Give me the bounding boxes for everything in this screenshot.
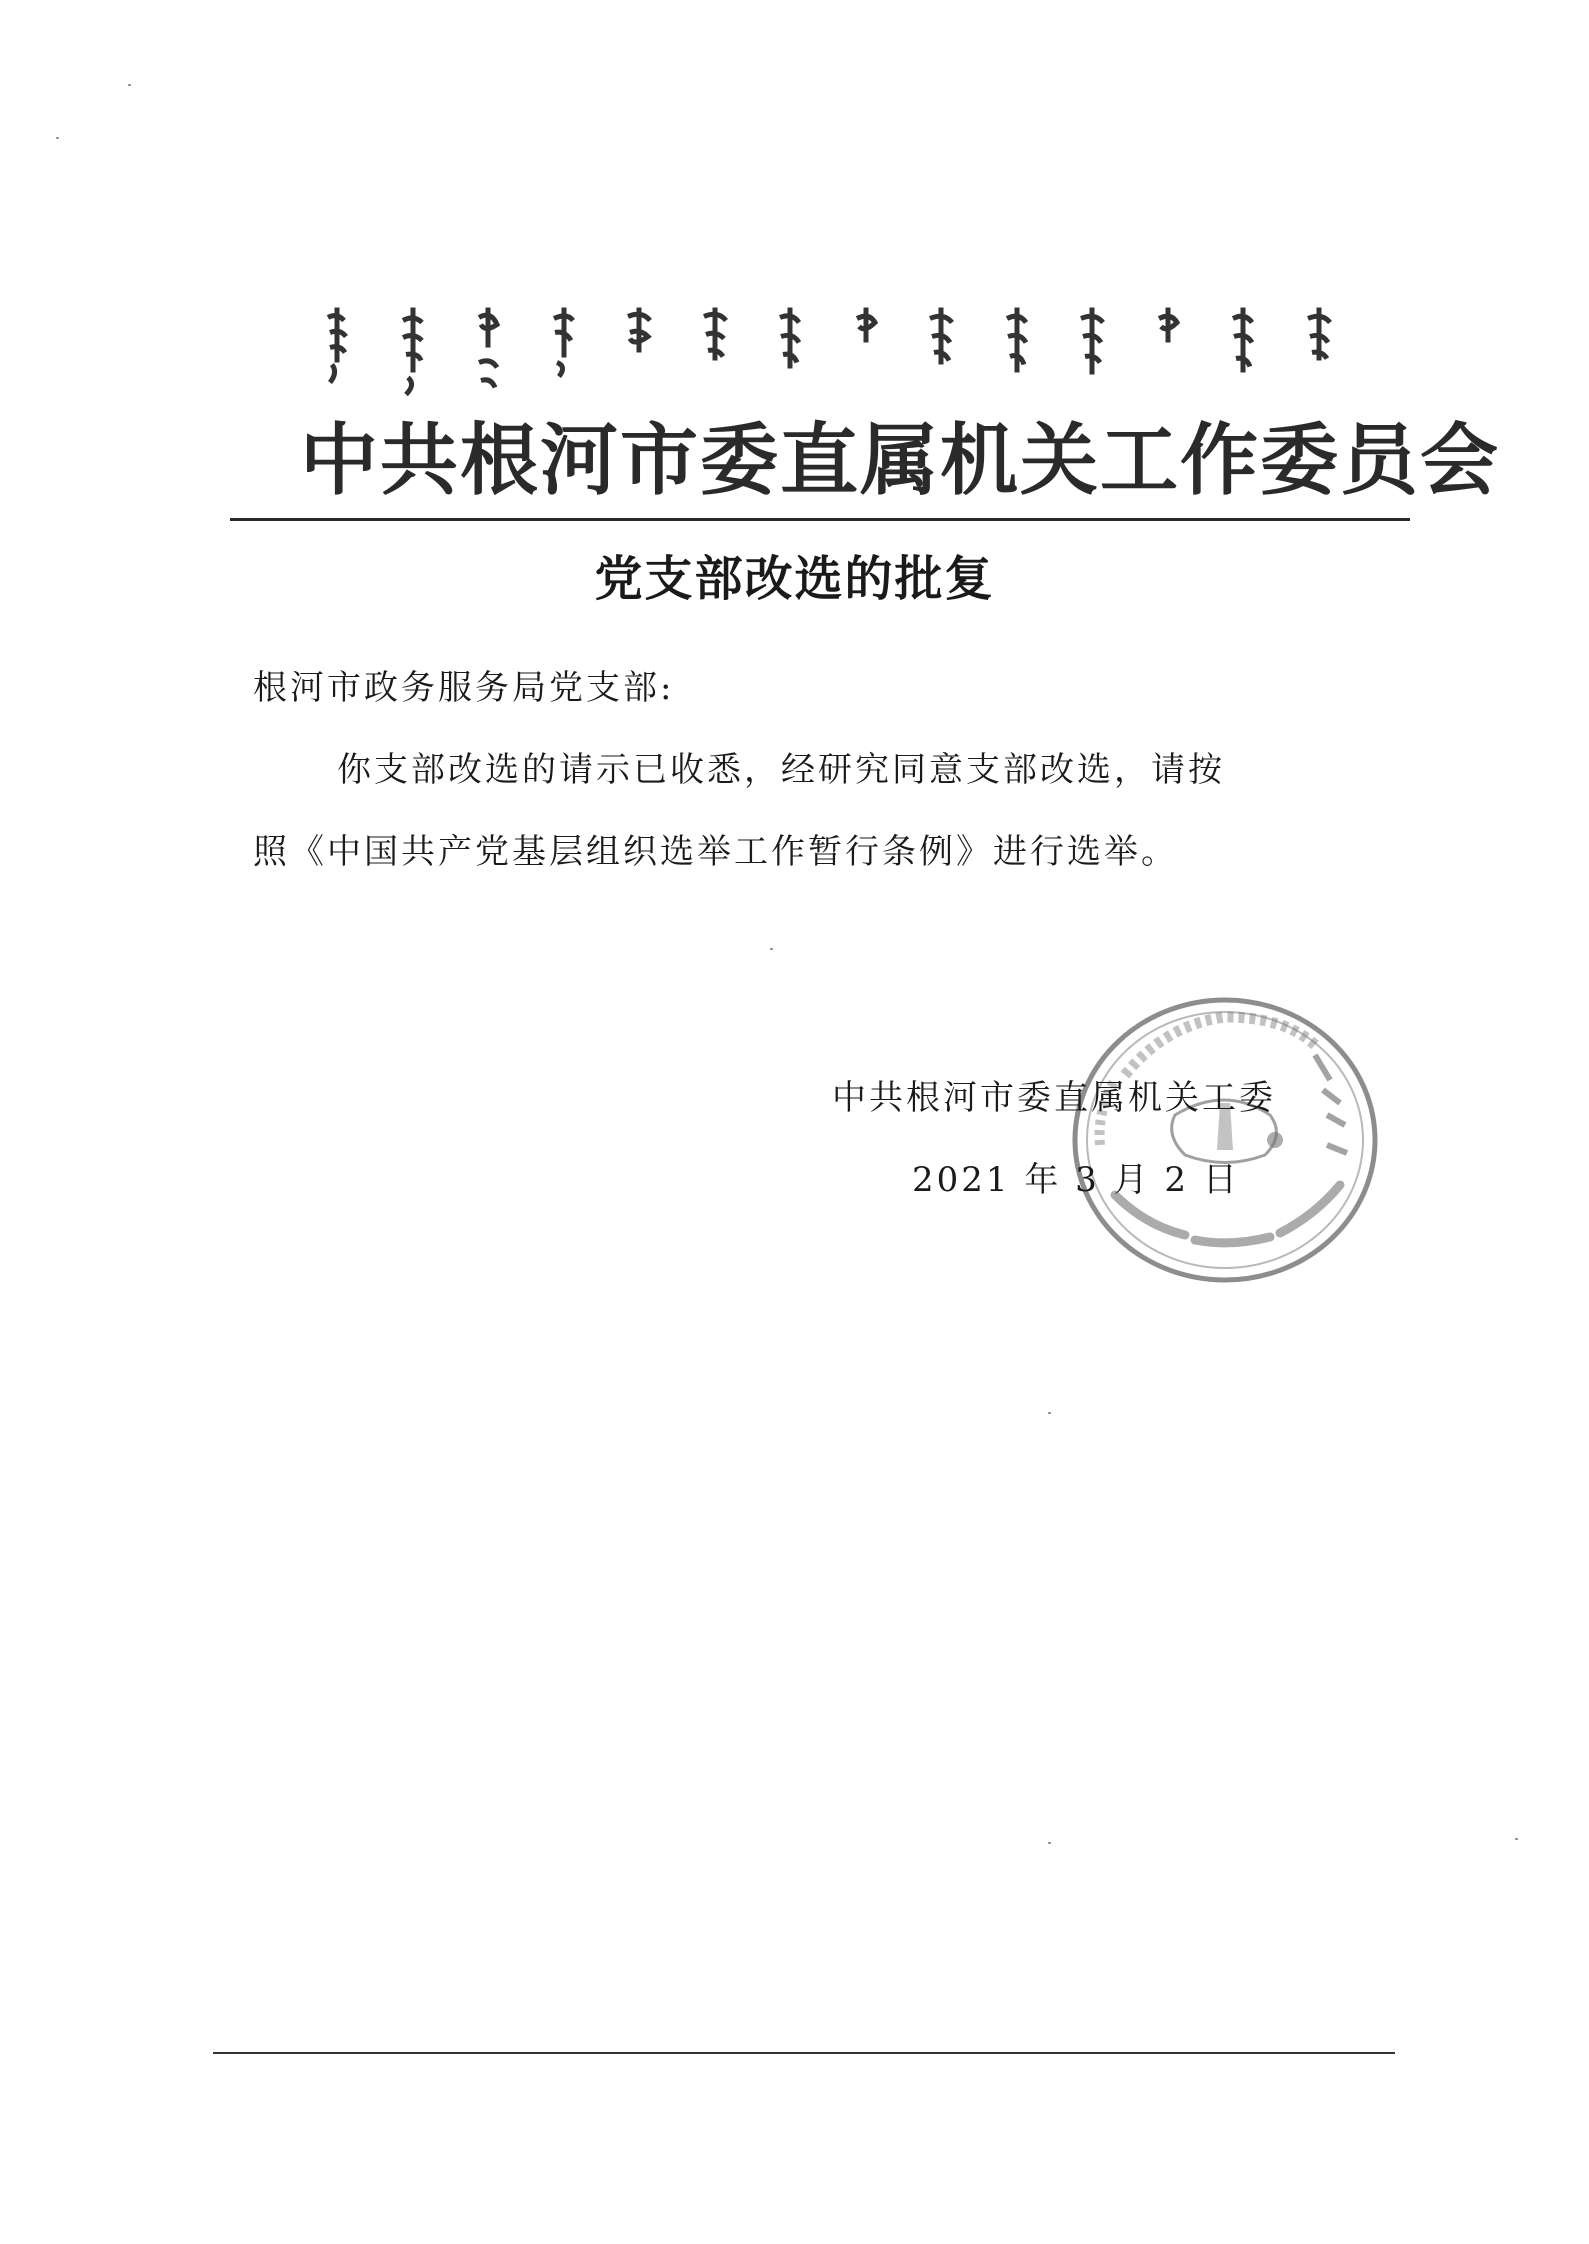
scan-speck [1515,1838,1518,1840]
mongolian-word-icon [1300,300,1338,405]
signing-date: 2021 年 3 月 2 日 [912,1160,1240,1200]
header-divider [230,518,1410,521]
mongolian-word-icon [998,300,1036,405]
mongolian-word-icon [1224,300,1262,405]
scan-speck [1048,1412,1051,1414]
mongolian-word-icon [394,300,432,405]
mongolian-word-icon [545,300,583,405]
document-title: 党支部改选的批复 [594,551,995,607]
mongolian-word-icon [1073,300,1111,405]
mongolian-word-icon [1149,300,1187,405]
mongolian-word-icon [318,300,356,405]
mongolian-script-header [318,300,1338,405]
signer-organization: 中共根河市委直属机关工委 [832,1078,1276,1118]
recipient-line: 根河市政务服务局党支部: [253,668,675,708]
scan-speck [128,84,131,86]
official-seal-stamp [1055,985,1385,1295]
org-name-header: 中共根河市委直属机关工作委员会 [300,415,1501,506]
scan-speck [56,137,59,139]
mongolian-word-icon [696,300,734,405]
scan-speck [770,948,773,950]
mongolian-word-icon [771,300,809,405]
footer-divider [213,2052,1395,2054]
mongolian-word-icon [620,300,658,405]
body-paragraph-line-2: 照《中国共产党基层组织选举工作暂行条例》进行选举。 [253,832,1178,872]
mongolian-word-icon [469,300,507,405]
mongolian-word-icon [922,300,960,405]
mongolian-word-icon [847,300,885,405]
body-paragraph-line-1: 你支部改选的请示已收悉，经研究同意支部改选，请按 [337,750,1225,790]
scan-speck [1048,1842,1051,1844]
